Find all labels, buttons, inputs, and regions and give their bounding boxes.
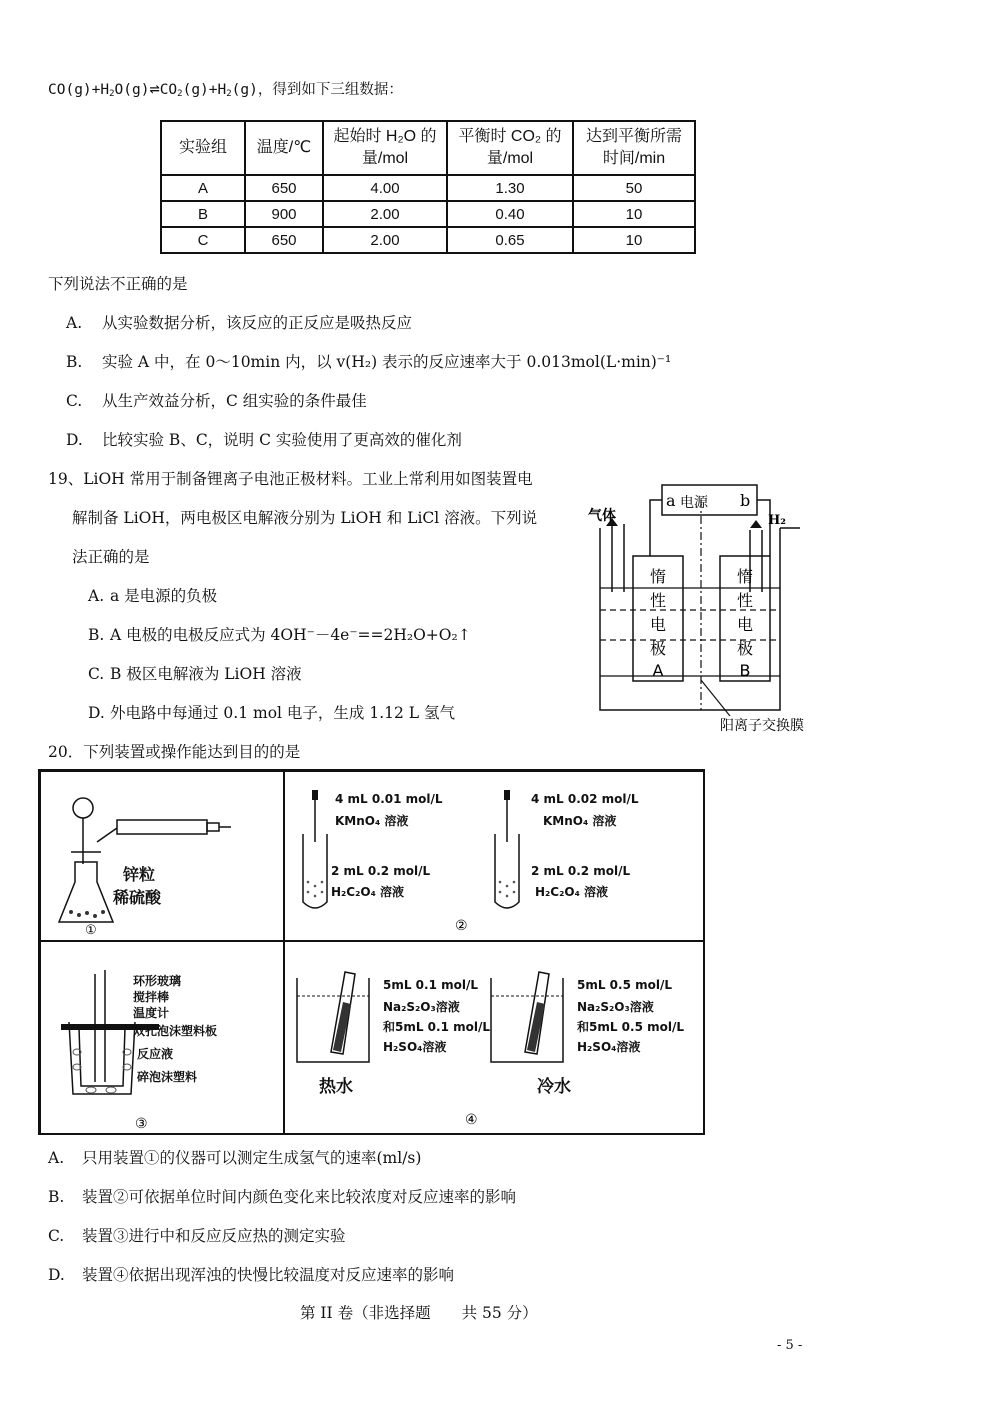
electrolysis-diagram (580, 480, 840, 740)
apparatus-2 (284, 771, 705, 941)
stirrer-label: 环形玻璃 (133, 974, 182, 988)
electrode-left-char: 电 (649, 615, 667, 634)
h2c2o4-right-label: 2 mL 0.2 mol/L (531, 864, 631, 878)
table-header: 达到平衡所需 时间/min (573, 121, 695, 175)
q18-option-a: A. 从实验数据分析，该反应的正反应是吸热反应 (66, 314, 413, 332)
solution-right-line4: H₂SO₄溶液 (577, 1040, 641, 1054)
table-cell: 650 (245, 227, 323, 253)
kmno4-left-label: 4 mL 0.01 mol/L (335, 792, 443, 806)
q18-option-c: C. 从生产效益分析，C 组实验的条件最佳 (66, 392, 367, 410)
table-header: 起始时 H₂O 的 量/mol (323, 121, 447, 175)
q19-stem-line1: 19、LiOH 常用于制备锂离子电池正极材料。工业上常利用如图装置电 (48, 470, 533, 488)
sulfuric-acid-label: 稀硫酸 (113, 888, 162, 907)
table-cell: 50 (573, 175, 695, 201)
solution-left-line2: Na₂S₂O₃溶液 (383, 1000, 460, 1014)
solution-right-line3: 和5mL 0.5 mol/L (577, 1020, 685, 1034)
hot-water-label: 热水 (319, 1077, 353, 1097)
q19-stem-line3: 法正确的是 (72, 548, 150, 566)
electrode-right-char: B (739, 661, 751, 680)
solution-right-line2: Na₂S₂O₃溶液 (577, 1000, 654, 1014)
table-header: 温度/℃ (245, 121, 323, 175)
electrode-right-char: 惰 (736, 567, 754, 586)
solution-left-line1: 5mL 0.1 mol/L (383, 978, 479, 992)
experiment-table (160, 120, 696, 254)
kmno4-right-label: 4 mL 0.02 mol/L (531, 792, 639, 806)
solution-left-line3: 和5mL 0.1 mol/L (383, 1020, 491, 1034)
table-header: 实验组 (161, 121, 245, 175)
table-cell: 2.00 (323, 201, 447, 227)
table-cell: 4.00 (323, 175, 447, 201)
page-number: - 5 - (777, 1338, 803, 1353)
h2-arrow-icon (750, 520, 762, 528)
table-row (161, 201, 695, 227)
kmno4-left-label2: KMnO₄ 溶液 (335, 814, 409, 828)
reaction-liquid-label: 反应液 (137, 1047, 174, 1061)
table-cell: 0.40 (447, 201, 573, 227)
apparatus-3 (40, 941, 284, 1135)
foam-board-label: 双孔泡沫塑料板 (133, 1024, 218, 1038)
electrode-left-char: 惰 (649, 567, 667, 586)
h2c2o4-left-label2: H₂C₂O₄ 溶液 (331, 885, 404, 899)
table-cell: B (161, 201, 245, 227)
q19-option-b: B. A 电极的电极反应式为 4OH⁻－4e⁻==2H₂O+O₂↑ (88, 626, 471, 644)
table-cell: 900 (245, 201, 323, 227)
table-cell: A (161, 175, 245, 201)
electrode-right-char: 电 (736, 615, 754, 634)
cold-water-label: 冷水 (537, 1077, 571, 1097)
kmno4-right-label2: KMnO₄ 溶液 (543, 814, 617, 828)
membrane-label: 阳离子交换膜 (720, 718, 804, 734)
foam-fill-label: 碎泡沫塑料 (137, 1070, 198, 1084)
table-cell: 0.65 (447, 227, 573, 253)
apparatus-grid (38, 769, 705, 1135)
stirrer-label2: 搅拌棒 (133, 990, 170, 1004)
solution-left-line4: H₂SO₄溶液 (383, 1040, 447, 1054)
table-cell: C (161, 227, 245, 253)
apparatus-1-number: ① (85, 923, 97, 937)
gas-right-label: H₂ (768, 513, 786, 528)
table-row (161, 175, 695, 201)
table-cell: 2.00 (323, 227, 447, 253)
section-title: 第 II 卷（非选择题 共 55 分） (300, 1304, 538, 1322)
q19-option-a: A. a 是电源的负极 (88, 587, 218, 605)
q18-option-d: D. 比较实验 B、C，说明 C 实验使用了更高效的催化剂 (66, 431, 462, 449)
apparatus-4 (284, 941, 705, 1135)
q20-option-d: D. 装置④依据出现浑浊的快慢比较温度对反应速率的影响 (48, 1266, 455, 1284)
q19-option-d: D. 外电路中每通过 0.1 mol 电子，生成 1.12 L 氢气 (88, 704, 456, 722)
table-header: 平衡时 CO₂ 的 量/mol (447, 121, 573, 175)
reaction-equation: $CO(g)+H_2O(g)\rightleftharpoons CO_2(g)+H_2(g)$，得到如下三组数据： (48, 79, 403, 99)
apparatus-2-number: ② (455, 918, 468, 934)
h2c2o4-right-label2: H₂C₂O₄ 溶液 (535, 885, 608, 899)
q19-stem-line2: 解制备 LiOH，两电极区电解液分别为 LiOH 和 LiCl 溶液。下列说 (72, 509, 538, 527)
q18-option-b: B. 实验 A 中，在 0～10min 内，以 v(H₂) 表示的反应速率大于 0.013mol(L·min)⁻¹ (66, 353, 672, 371)
electrode-left-char: A (652, 661, 664, 680)
table-row (161, 227, 695, 253)
power-b-label: b (740, 491, 751, 510)
power-label: 电源 (680, 495, 708, 511)
electrode-left-char: 极 (649, 639, 667, 658)
table-cell: 1.30 (447, 175, 573, 201)
q20-stem: 20．下列装置或操作能达到目的的是 (48, 743, 301, 761)
electrode-right-char: 极 (736, 639, 754, 658)
q18-stem: 下列说法不正确的是 (48, 275, 188, 293)
table-cell: 10 (573, 201, 695, 227)
solution-right-line1: 5mL 0.5 mol/L (577, 978, 673, 992)
q20-option-c: C. 装置③进行中和反应反应热的测定实验 (48, 1227, 346, 1245)
table-cell: 650 (245, 175, 323, 201)
power-a-label: a (666, 491, 676, 510)
q19-option-c: C. B 极区电解液为 LiOH 溶液 (88, 665, 302, 683)
q20-option-a: A. 只用装置①的仪器可以测定生成氢气的速率(ml/s) (48, 1149, 422, 1167)
table-cell: 10 (573, 227, 695, 253)
zinc-label: 锌粒 (123, 865, 156, 884)
electrode-left-char: 性 (649, 591, 667, 610)
gas-left-label: 气体 (588, 508, 616, 524)
electrode-right-char: 性 (736, 591, 754, 610)
thermometer-label: 温度计 (133, 1006, 170, 1020)
apparatus-3-number: ③ (135, 1116, 148, 1132)
apparatus-4-number: ④ (465, 1112, 478, 1128)
h2c2o4-left-label: 2 mL 0.2 mol/L (331, 864, 431, 878)
apparatus-1 (40, 771, 284, 941)
q20-option-b: B. 装置②可依据单位时间内颜色变化来比较浓度对反应速率的影响 (48, 1188, 517, 1206)
